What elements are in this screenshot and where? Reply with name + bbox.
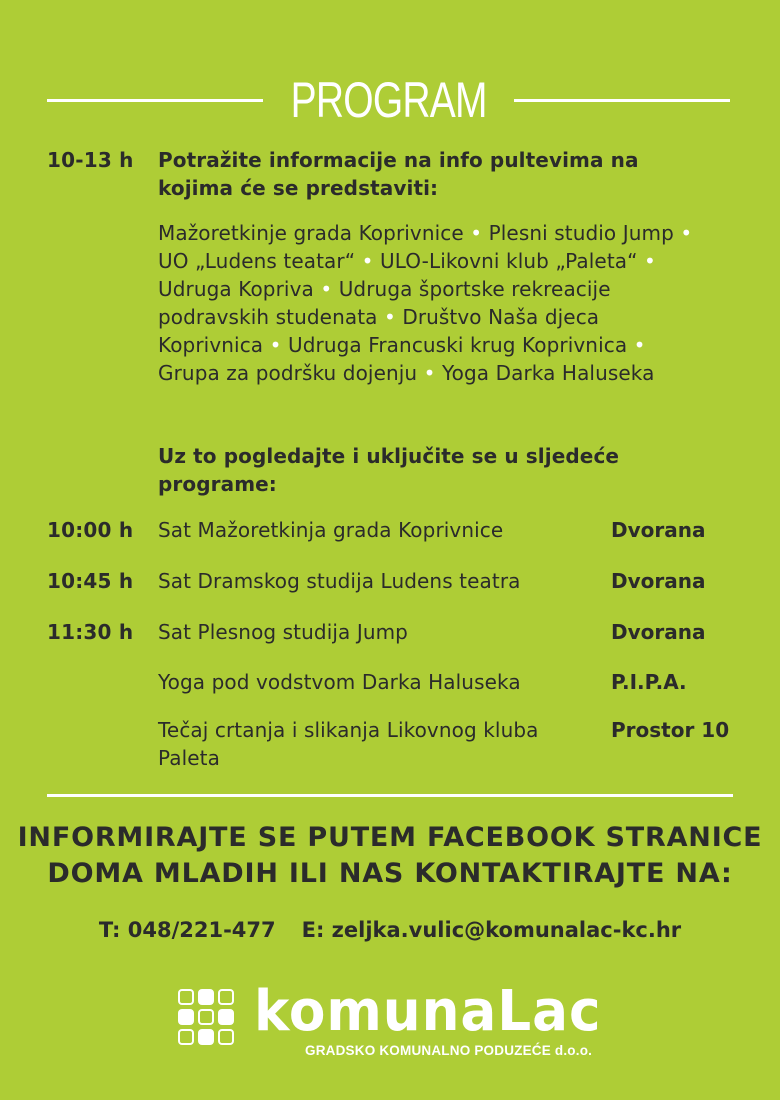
schedule-time: 11:30 h: [47, 620, 134, 644]
title-line-left: [47, 99, 263, 102]
komunalac-logo: [178, 979, 608, 1065]
organization-name: Grupa za podršku dojenju: [158, 361, 418, 385]
schedule-location: P.I.P.A.: [611, 670, 687, 694]
schedule-time: 10:45 h: [47, 569, 134, 593]
schedule-location: Dvorana: [611, 518, 706, 542]
info-line-2: DOMA MLADIH ILI NAS KONTAKTIRAJTE NA:: [47, 858, 733, 889]
intro-time: 10-13 h: [47, 148, 134, 172]
schedule-event: Yoga pod vodstvom Darka Haluseka: [158, 670, 521, 694]
schedule-event: Sat Plesnog studija Jump: [158, 620, 408, 644]
schedule-event: Tečaj crtanja i slikanja Likovnog kluba Paleta: [158, 718, 539, 770]
contact-email[interactable]: E: zeljka.vulic@komunalac-kc.hr: [301, 918, 682, 942]
organization-name: Yoga Darka Haluseka: [442, 361, 655, 385]
schedule-event: Sat Mažoretkinja grada Koprivnice: [158, 518, 504, 542]
page-title: PROGRAM: [290, 72, 487, 128]
logo-wordmark: komunaLac: [254, 979, 602, 1044]
organization-name: UO „Ludens teatar“: [158, 249, 356, 273]
schedule-time: 10:00 h: [47, 518, 134, 542]
schedule-location: Dvorana: [611, 569, 706, 593]
bullet-separator: •: [417, 361, 442, 385]
contact: [0, 918, 780, 942]
organization-name: Društvo Naša djeca Koprivnica: [158, 305, 600, 357]
info-line-1: INFORMIRAJTE SE PUTEM FACEBOOK STRANICE: [17, 822, 763, 853]
intro-subheading: Uz to pogledajte i uključite se u sljedeće programe:: [158, 444, 620, 496]
bullet-separator: •: [673, 221, 693, 245]
bullet-separator: •: [637, 249, 656, 273]
schedule-event: Sat Dramskog studija Ludens teatra: [158, 569, 521, 593]
bullet-separator: •: [263, 333, 288, 357]
logo-grid-icon: [178, 989, 238, 1049]
organizations-list: [158, 219, 698, 387]
contact-phone[interactable]: T: 048/221-477: [98, 918, 276, 942]
divider: [47, 794, 733, 797]
organization-name: Udruga športske rekreacije podravskih studenata: [158, 277, 611, 329]
bullet-separator: •: [463, 221, 489, 245]
intro-heading: Potražite informacije na info pultevima na kojima će se predstaviti:: [158, 148, 639, 200]
title-row: [47, 70, 730, 130]
schedule-location: Prostor 10: [611, 718, 730, 742]
bullet-separator: •: [313, 277, 339, 301]
bullet-separator: •: [355, 249, 381, 273]
organization-name: ULO-Likovni klub „Paleta“: [380, 249, 638, 273]
schedule-location: Dvorana: [611, 620, 706, 644]
organization-name: Udruga Kopriva: [158, 277, 314, 301]
logo-subtitle: GRADSKO KOMUNALNO PODUZEĆE d.o.o.: [305, 1043, 593, 1058]
organization-name: Udruga Francuski krug Koprivnica: [287, 333, 628, 357]
title-line-right: [514, 99, 730, 102]
bullet-separator: •: [627, 333, 646, 357]
organization-name: Mažoretkinje grada Koprivnice: [158, 221, 464, 245]
bullet-separator: •: [377, 305, 403, 329]
organization-name: Plesni studio Jump: [488, 221, 674, 245]
